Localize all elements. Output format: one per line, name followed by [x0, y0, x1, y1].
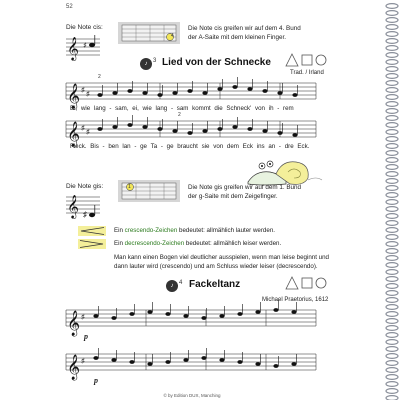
note-head: [183, 314, 188, 318]
note-head: [187, 131, 192, 135]
note-head: [262, 129, 267, 133]
song-composer: Michael Praetorius, 1612: [262, 297, 329, 303]
shapes-icon: [286, 276, 328, 290]
audio-track-icon: ♪: [166, 280, 178, 292]
svg-text:𝄞: 𝄞: [67, 194, 79, 218]
note-head: [232, 125, 237, 129]
lyrics-line-1: Ei, wie lang - sam, ei, wie lang - sam kommt die Schneck' von ih - rem: [70, 105, 294, 112]
svg-text:♯: ♯: [81, 358, 85, 365]
note-head: [187, 89, 192, 93]
note-head: [142, 125, 147, 129]
note-head: [127, 89, 132, 93]
note-head: [147, 310, 152, 314]
note-head: [237, 312, 242, 316]
track-number: 3: [153, 58, 157, 64]
staff-line-2: [66, 117, 316, 145]
note-head: [202, 129, 207, 133]
note-head: [291, 310, 296, 314]
note-head: [165, 312, 170, 316]
note-head: [93, 314, 98, 318]
note-head: [93, 356, 98, 360]
crescendo-explanation: Ein crescendo-Zeichen bedeutet: allmählich lauter werden.: [114, 227, 275, 234]
crescendo-icon: [78, 226, 106, 236]
svg-text:♯: ♯: [81, 87, 85, 94]
note-head: [232, 85, 237, 89]
dynamic-piano-mark: p: [84, 332, 88, 341]
shapes-icon: [286, 53, 328, 67]
decrescendo-icon: [78, 239, 106, 249]
note-head: [273, 308, 278, 312]
bar-number: 2: [98, 74, 101, 80]
staff-line-1: [66, 79, 316, 107]
note-head: [129, 360, 134, 364]
note-head: [129, 312, 134, 316]
copyright-footer: © by Edition DUX, Manching: [163, 393, 221, 398]
note-head: [165, 360, 170, 364]
bar-number: 2: [178, 112, 181, 118]
note-gis-description: Die Note gis greifen wir auf dem 1. Bund der g-Saite mit dem Zeigefinger.: [188, 184, 302, 200]
audio-track-icon: ♪: [140, 58, 152, 70]
svg-text:♯: ♯: [81, 125, 85, 132]
note-head: [172, 91, 177, 95]
note-head: [219, 314, 224, 318]
fret-number-gis: 1: [128, 184, 131, 190]
note-cis-label: Die Note cis:: [66, 24, 103, 31]
song-title: Fackeltanz: [189, 279, 241, 290]
dynamic-piano-mark: p: [94, 376, 98, 385]
svg-text:♯: ♯: [81, 314, 85, 321]
note-head: [292, 133, 297, 137]
svg-text:𝄞: 𝄞: [67, 355, 81, 380]
note-head: [127, 123, 132, 127]
song-title: Lied von der Schnecke: [162, 57, 271, 68]
svg-text:𝄞: 𝄞: [67, 311, 81, 336]
note-head: [237, 360, 242, 364]
lyrics-line-2: Fleck. Bis - ben lan - ge Ta - ge braucht sie von dem Eck ins an - dre Eck.: [70, 143, 310, 150]
note-head: [255, 362, 260, 366]
note-head: [273, 364, 278, 368]
note-head: [247, 127, 252, 131]
svg-text:𝄞: 𝄞: [67, 36, 79, 60]
note-gis-staff: [66, 193, 100, 219]
note-head: [111, 358, 116, 362]
note-head: [262, 89, 267, 93]
staff-line-4: [66, 350, 316, 378]
note-head: [97, 93, 102, 97]
note-head: [142, 91, 147, 95]
note-gis-label: Die Note gis:: [66, 183, 104, 190]
dynamics-paragraph: Man kann einen Bogen viel deutlicher ausspielen, wenn man leise beginnt und dann lauter wird (crescendo) und am Schluss wieder leiser (decrescendo).: [114, 254, 329, 270]
svg-text:𝄞: 𝄞: [67, 84, 81, 109]
fret-number-cis: 4: [171, 33, 174, 39]
note-head: [292, 93, 297, 97]
svg-text:♯: ♯: [86, 129, 90, 136]
note-cis-staff: [66, 35, 100, 59]
note-head: [219, 358, 224, 362]
svg-text:𝄞: 𝄞: [67, 122, 81, 147]
note-head: [111, 316, 116, 320]
note-head: [202, 91, 207, 95]
svg-text:♯: ♯: [83, 210, 87, 219]
page-number: 52: [66, 4, 73, 10]
note-head: [291, 362, 296, 366]
decrescendo-explanation: Ein decrescendo-Zeichen bedeutet: allmählich leiser werden.: [114, 240, 282, 247]
note-head: [255, 310, 260, 314]
note-cis-description: Die Note cis greifen wir auf dem 4. Bund der A-Saite mit dem kleinen Finger.: [188, 25, 301, 41]
svg-text:♯: ♯: [83, 41, 87, 50]
note-head: [183, 358, 188, 362]
song-composer: Trad. / Irland: [290, 70, 324, 76]
note-head: [112, 91, 117, 95]
svg-text:♯: ♯: [86, 91, 90, 98]
note-head: [97, 127, 102, 131]
track-number: 4: [179, 280, 183, 286]
note-head: [147, 362, 152, 366]
staff-line-3: [66, 306, 316, 334]
note-head: [112, 125, 117, 129]
spiral-binding: [384, 0, 400, 400]
note-head: [247, 87, 252, 91]
note-head: [172, 129, 177, 133]
